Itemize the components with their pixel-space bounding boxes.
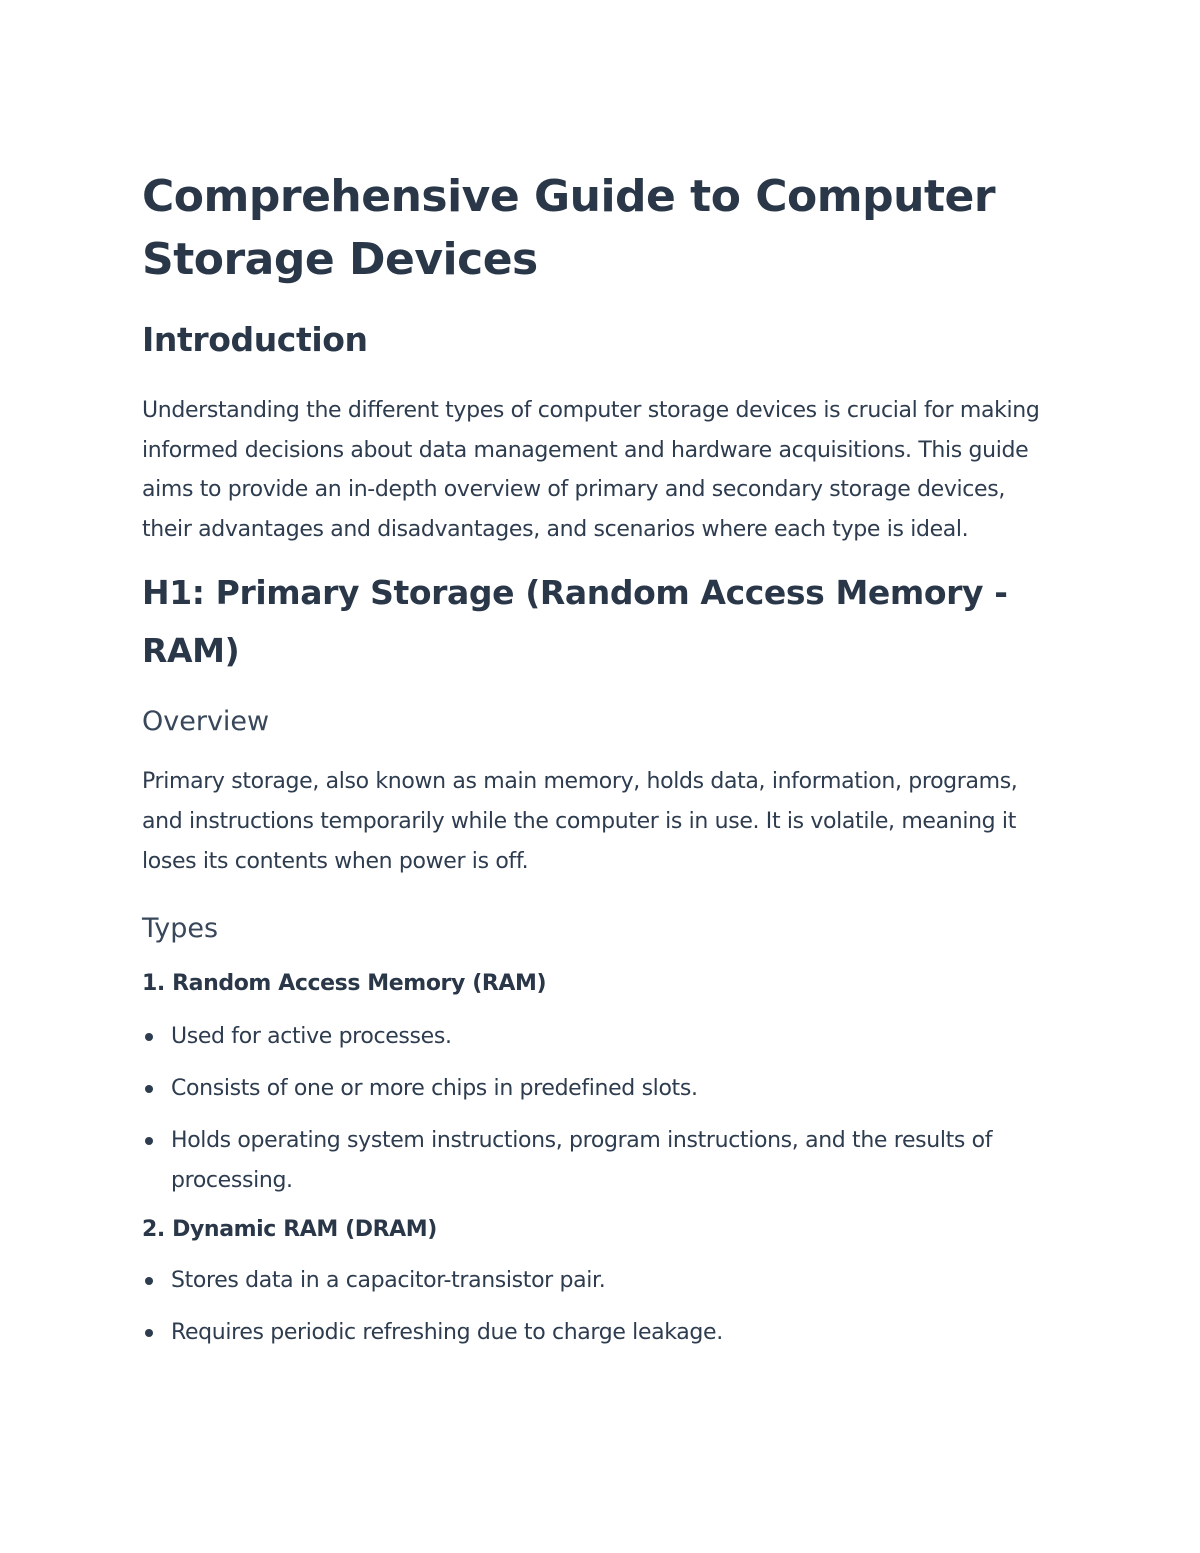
overview-heading: Overview [142, 706, 270, 738]
bullet-icon [145, 1329, 153, 1337]
dram-bullet-list [142, 1261, 1052, 1353]
list-item [142, 1069, 1052, 1109]
bullet-icon [145, 1277, 153, 1285]
list-item-text: Requires periodic refreshing due to charge leakage. [171, 1320, 723, 1346]
list-item [142, 1313, 1052, 1353]
introduction-heading: Introduction [142, 320, 368, 359]
ram-bullet-list [142, 1017, 1052, 1201]
primary-storage-heading: H1: Primary Storage (Random Access Memory - RAM) [142, 573, 1008, 671]
bullet-icon [145, 1137, 153, 1145]
document-page [142, 165, 1052, 1365]
bullet-icon [145, 1033, 153, 1041]
introduction-paragraph: Understanding the different types of computer storage devices is crucial for making informed decisions about data management and hardware acquisitions. This guide aims to provide an in-depth overview of primary and secondary storage devices, their advantages and disadvantages, and scenarios where each type is ideal. [142, 398, 1040, 542]
bullet-icon [145, 1085, 153, 1093]
ram-type-heading: 1. Random Access Memory (RAM) [142, 971, 547, 997]
list-item [142, 1261, 1052, 1301]
list-item-text: Consists of one or more chips in predefined slots. [171, 1076, 698, 1102]
document-title: Comprehensive Guide to Computer Storage Devices [142, 171, 996, 285]
list-item [142, 1017, 1052, 1057]
overview-paragraph: Primary storage, also known as main memory, holds data, information, programs, and instructions temporarily while the computer is in use. It is volatile, meaning it loses its contents when power is off. [142, 769, 1018, 874]
list-item [142, 1121, 1052, 1201]
list-item-text: Stores data in a capacitor-transistor pair. [171, 1268, 606, 1294]
dram-type-heading: 2. Dynamic RAM (DRAM) [142, 1217, 437, 1243]
list-item-text: Holds operating system instructions, program instructions, and the results of processing. [171, 1128, 993, 1194]
types-heading: Types [142, 913, 219, 945]
list-item-text: Used for active processes. [171, 1024, 452, 1050]
